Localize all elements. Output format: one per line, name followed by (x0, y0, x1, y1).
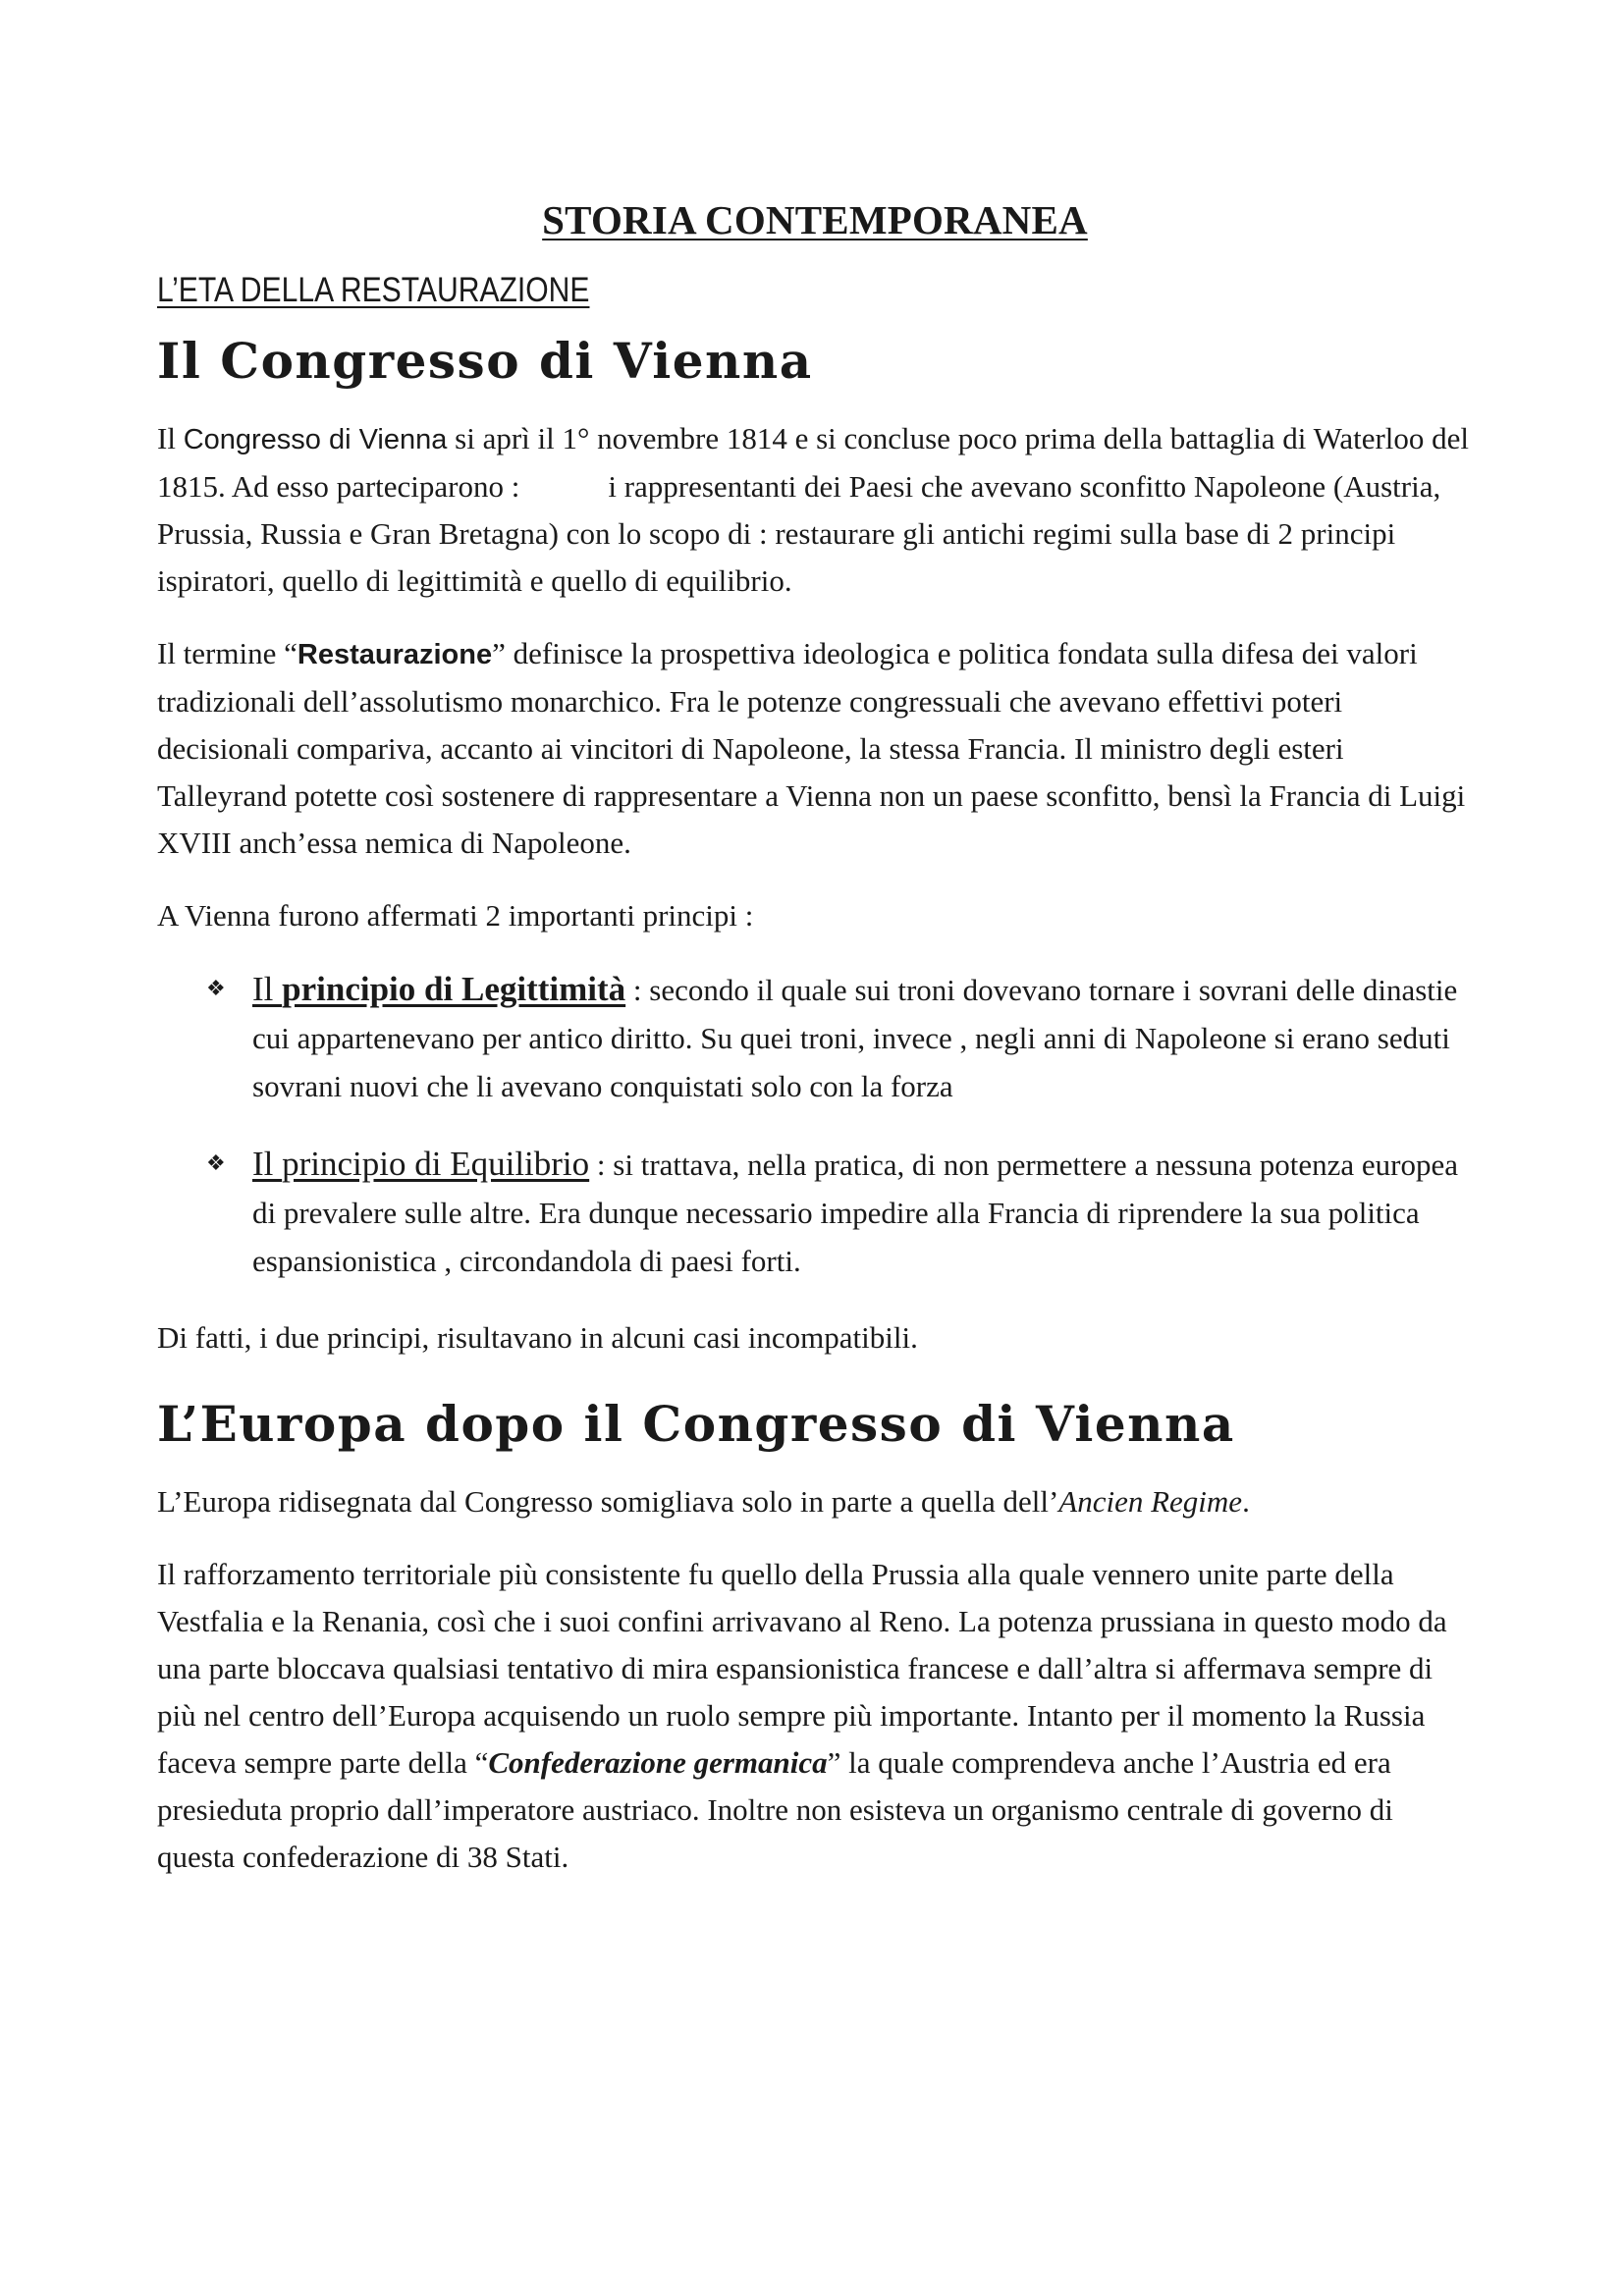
bullet-text: : secondo il quale sui troni dovevano tornare i sovrani delle dinastie cui appartenevano per antico diritto. Su quei troni, invece , negli anni di Napoleone si erano seduti sovrani nuovi che li avevano conquistati solo con la forza (252, 973, 1458, 1103)
list-item-equilibrio (206, 1140, 1473, 1285)
diamond-bullet-icon: ❖ (206, 977, 226, 1001)
term-lead: Il (252, 970, 283, 1008)
term-lead: Il (252, 1145, 283, 1183)
paragraph-congresso-intro (157, 415, 1473, 605)
diamond-bullet-icon: ❖ (206, 1151, 226, 1176)
text-run: . (1242, 1484, 1250, 1519)
principles-list (157, 965, 1473, 1285)
text-run: Il (157, 421, 184, 455)
term-ancien-regime: Ancien Regime (1058, 1484, 1243, 1519)
text-run: Il termine “ (157, 636, 298, 670)
list-item-legittimita (206, 965, 1473, 1110)
term-principio-equilibrio: principio di Equilibrio (282, 1145, 590, 1183)
section-subtitle: L’ETA DELLA RESTAURAZIONE (157, 271, 590, 309)
term-principio-legittimita: principio di Legittimità (282, 970, 626, 1008)
text-run: i rappresentanti dei Paesi che avevano sconfitto Napoleone (Austria, Prussia, Russia e Gran Bretagna) con lo scopo di : restaurare gli antichi regimi sulla base di 2 principi ispiratori, quello di legittimità e quello di equilibrio. (157, 469, 1441, 598)
text-run: ” definisce la prospettiva ideologica e politica fondata sulla difesa dei valori tradizionali dell’assolutismo monarchico. Fra le potenze congressuali che avevano effettivi poteri decisionali compariva, accanto ai vincitori di Napoleone, la stessa Francia. Il ministro degli esteri Talleyrand potette così sostenere di rappresentare a Vienna non un paese sconfitto, bensì la Francia di Luigi XVIII anch’essa nemica di Napoleone. (157, 636, 1466, 860)
heading-europa-dopo-congresso: L’Europa dopo il Congresso di Vienna (157, 1395, 1235, 1453)
page-content (157, 196, 1473, 1906)
term-congresso-di-vienna: Congresso di Vienna (183, 424, 448, 455)
text-run: Il rafforzamento territoriale più consistente fu quello della Prussia alla quale vennero unite parte della Vestfalia e la Renania, così che i suoi confini arrivavano al Reno. La potenza prussiana in questo modo da una parte bloccava qualsiasi tentativo di mira espansionistica francese e dall’altra si affermava sempre di più nel centro dell’Europa acquisendo un ruolo sempre più importante. Intanto per il momento la Russia faceva sempre parte della “ (157, 1557, 1447, 1780)
text-run: L’Europa ridisegnata dal Congresso somigliava solo in parte a quella dell’ (157, 1484, 1059, 1519)
paragraph-prussia (157, 1551, 1473, 1881)
paragraph-principi-intro: A Vienna furono affermati 2 importanti principi : (157, 898, 754, 933)
term-confederazione-germanica: Confederazione germanica (488, 1745, 828, 1780)
paragraph-incompatibili: Di fatti, i due principi, risultavano in alcuni casi incompatibili. (157, 1320, 918, 1355)
text-run: ” la quale comprendeva anche l’Austria ed era presieduta proprio dall’imperatore austriaco. Inoltre non esisteva un organismo centrale di governo di questa confederazione di 38 Stati. (157, 1745, 1393, 1874)
heading-congresso-vienna: Il Congresso di Vienna (157, 332, 813, 390)
bullet-text: : si trattava, nella pratica, di non permettere a nessuna potenza europea di prevalere sulle altre. Era dunque necessario impedire alla Francia di riprendere la sua politica espansionistica , circondandola di paesi forti. (252, 1148, 1459, 1278)
paragraph-restaurazione (157, 630, 1473, 867)
term-restaurazione: Restaurazione (297, 639, 493, 670)
document-title: STORIA CONTEMPORANEA (542, 197, 1088, 242)
paragraph-europa-ridisegnata (157, 1478, 1473, 1525)
text-run: si aprì il 1° novembre 1814 e si concluse poco prima della battaglia di Waterloo del 1815. Ad esso parteciparono : (157, 421, 1470, 504)
